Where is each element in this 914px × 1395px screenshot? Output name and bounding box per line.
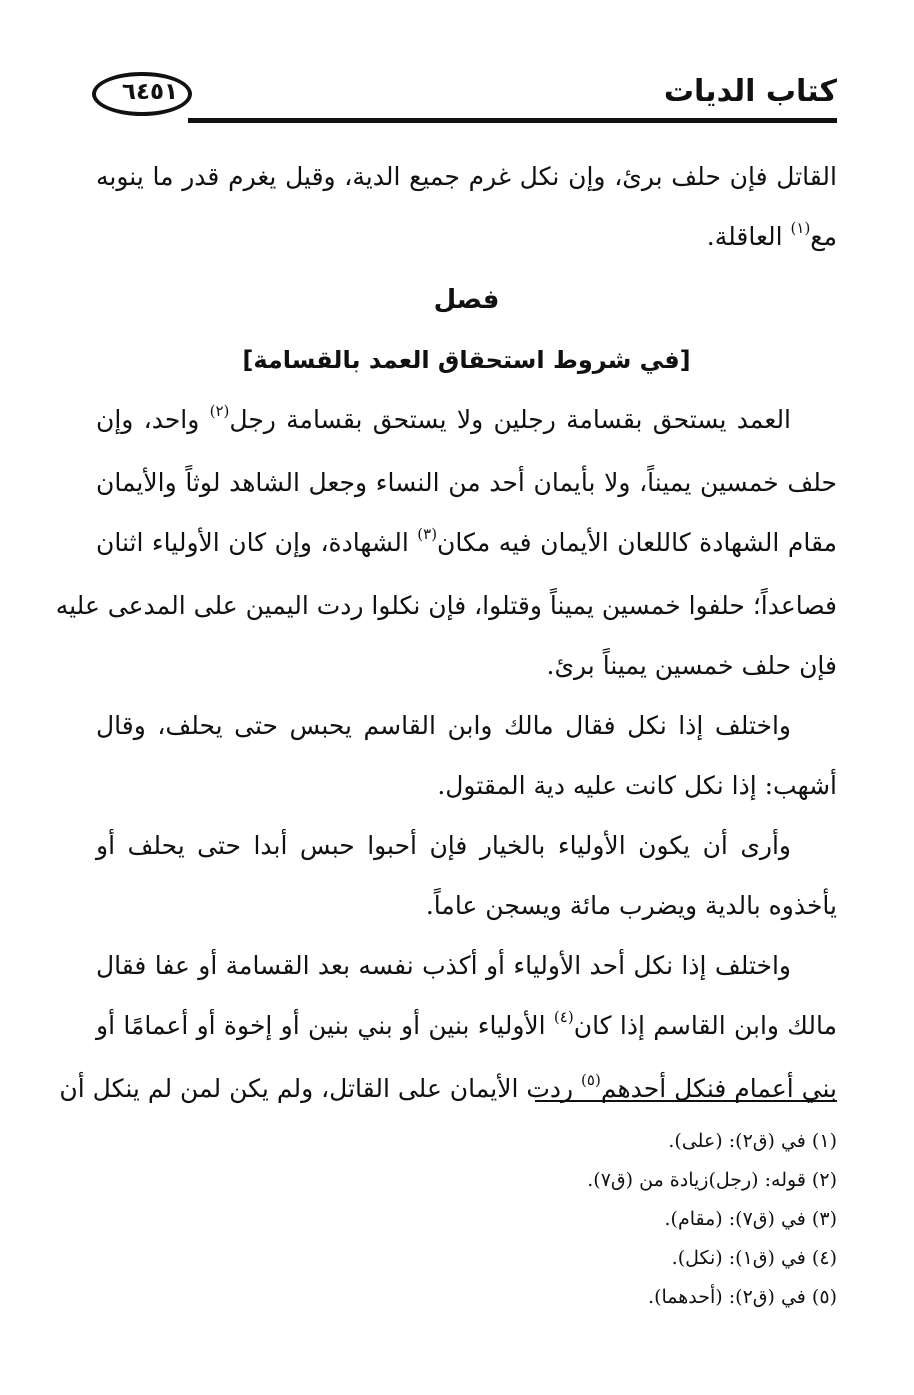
text-segment: الأولياء بنين أو بني بنين أو إخوة أو أعمامًا أو xyxy=(96,1011,554,1040)
paragraph-5 xyxy=(59,936,837,1122)
page-number: ٦٤٥١ xyxy=(121,79,179,105)
text-line xyxy=(96,390,837,453)
text-line: القاتل فإن حلف برئ، وإن نكل غرم جميع الدية، وقيل يغرم قدر ما ينوبه xyxy=(96,162,837,191)
paragraph-4 xyxy=(96,816,837,936)
header-rule xyxy=(188,118,837,123)
text-line xyxy=(96,513,837,576)
text-line: وأرى أن يكون الأولياء بالخيار فإن أحبوا حبس أبدا حتى يحلف أو xyxy=(96,831,791,860)
footnote: (٢) قوله: (رجل)زيادة من (ق٧). xyxy=(587,1169,837,1191)
text-line: أشهب: إذا نكل كانت عليه دية المقتول. xyxy=(437,771,837,800)
text-line: واختلف إذا نكل فقال مالك وابن القاسم يحبس حتى يحلف، وقال xyxy=(96,711,791,740)
paragraph-3 xyxy=(96,696,837,816)
page-header xyxy=(92,52,837,127)
text-segment: العمد يستحق بقسامة رجلين ولا يستحق بقسامة رجل xyxy=(229,405,792,434)
footnote: (٣) في (ق٧): (مقام). xyxy=(664,1208,837,1230)
text-line: فإن حلف خمسين يميناً برئ. xyxy=(546,651,837,680)
text-line: يأخذوه بالدية ويضرب مائة ويسجن عاماً. xyxy=(425,891,837,920)
text-segment: مع xyxy=(810,222,837,251)
section-subheading: [في شروط استحقاق العمد بالقسامة] xyxy=(242,346,691,374)
text-line xyxy=(96,207,837,270)
text-line xyxy=(59,1059,837,1122)
footnote: (٤) في (ق١): (نكل). xyxy=(671,1247,837,1269)
footnote-ref[interactable]: (٥) xyxy=(581,1071,601,1089)
footnote: (٥) في (ق٢): (أحدهما). xyxy=(648,1286,837,1308)
text-line: حلف خمسين يميناً، ولا بأيمان أحد من النساء وجعل الشاهد لوثاً والأيمان xyxy=(96,468,837,497)
text-segment: الشهادة، وإن كان الأولياء اثنان xyxy=(96,528,418,557)
section-heading: فصل xyxy=(433,285,500,315)
paragraph-2 xyxy=(55,390,837,696)
footnote-ref[interactable]: (٢) xyxy=(209,402,230,420)
text-segment: ردت الأيمان على القاتل، ولم يكن لمن لم ينكل أن xyxy=(59,1074,582,1103)
footnote-ref[interactable]: (١) xyxy=(790,219,811,237)
text-line xyxy=(96,996,837,1059)
footnote-ref[interactable]: (٣) xyxy=(417,525,438,543)
main-text xyxy=(55,147,837,1122)
book-title: كتاب الديات xyxy=(663,74,837,109)
text-segment: بني أعمام فنكل أحدهم xyxy=(600,1074,837,1103)
footnote: (١) في (ق٢): (على). xyxy=(668,1130,837,1152)
text-segment: مالك وابن القاسم إذا كان xyxy=(573,1011,837,1040)
paragraph-1 xyxy=(96,147,837,270)
footnote-divider xyxy=(535,1100,837,1102)
text-line: واختلف إذا نكل أحد الأولياء أو أكذب نفسه بعد القسامة أو عفا فقال xyxy=(96,951,791,980)
text-segment: العاقلة. xyxy=(706,222,791,251)
text-segment: مقام الشهادة كاللعان الأيمان فيه مكان xyxy=(437,528,837,557)
text-segment: واحد، وإن xyxy=(96,405,210,434)
footnotes xyxy=(96,1122,837,1317)
footnote-ref[interactable]: (٤) xyxy=(553,1008,574,1026)
text-line: فصاعداً؛ حلفوا خمسين يميناً وقتلوا، فإن نكلوا ردت اليمين على المدعى عليه xyxy=(55,591,837,620)
